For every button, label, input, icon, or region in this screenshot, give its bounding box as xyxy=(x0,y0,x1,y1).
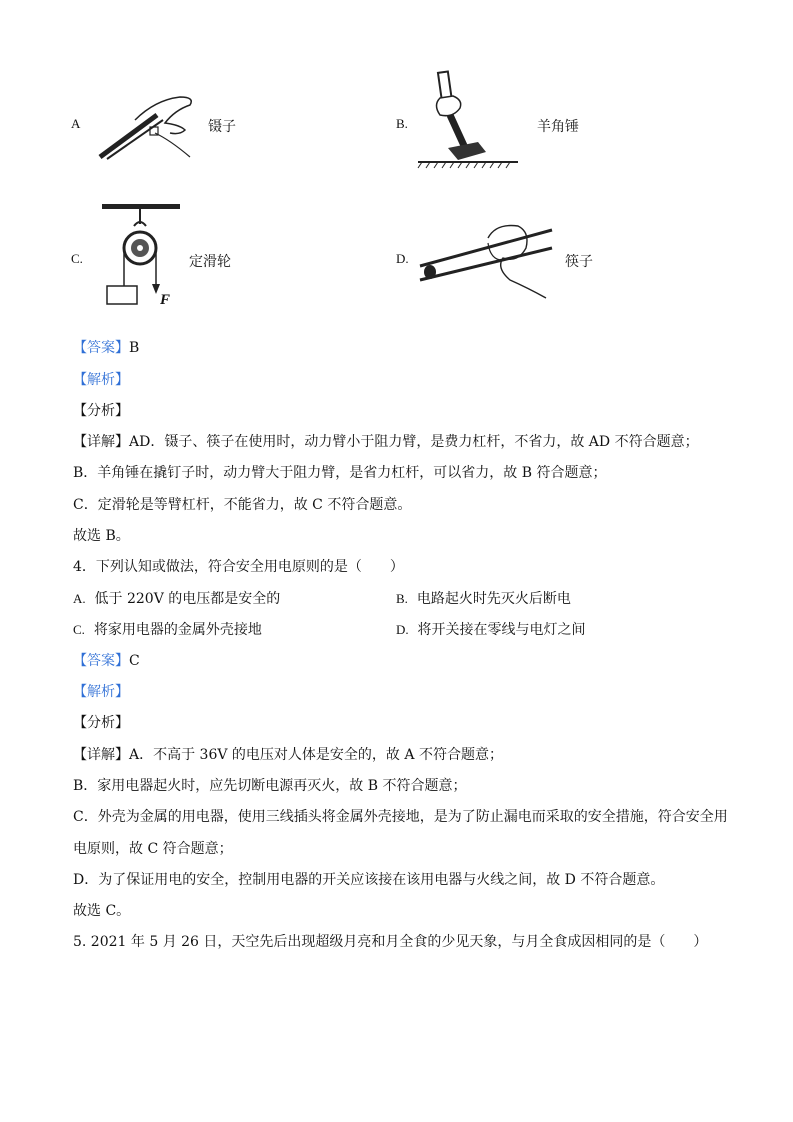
q4-analysis-tag: 【解析】 xyxy=(73,684,129,700)
q4-option-a: A. 低于 220V 的电压都是安全的 xyxy=(73,591,281,607)
q3-fenxi: 【分析】 xyxy=(73,403,129,419)
q4-option-c: C. 将家用电器的金属外壳接地 xyxy=(73,622,262,638)
q4-option-d: D. 将开关接在零线与电灯之间 xyxy=(396,622,586,638)
option-b-label: 羊角锤 xyxy=(537,119,579,135)
tweezers-illustration xyxy=(95,95,200,165)
q4-detail-line1: 【详解】A．不高于 36V 的电压对人体是安全的，故 A 不符合题意； xyxy=(73,747,503,763)
q4-detail-line3a: C．外壳为金属的用电器，使用三线插头将金属外壳接地，是为了防止漏电而采取的安全措施，符合安全用 xyxy=(73,809,728,825)
q4-stem: 4．下列认知或做法，符合安全用电原则的是（ ） xyxy=(73,559,404,575)
q4-answer xyxy=(73,652,140,670)
chopsticks-illustration xyxy=(418,218,558,303)
answer-tag: 【答案】 xyxy=(73,653,129,669)
option-b-letter: B. xyxy=(396,116,408,131)
q5-stem: 5. 2021 年 5 月 26 日，天空先后出现超级月亮和月全食的少见天象，与月全食成因相同的是（ ） xyxy=(73,934,708,950)
q4-option-b: B. 电路起火时先灭火后断电 xyxy=(396,591,571,607)
answer-tag: 【答案】 xyxy=(73,340,129,356)
option-a-letter: A xyxy=(71,116,81,131)
q4-detail-line3b: 电原则，故 C 符合题意； xyxy=(73,841,233,857)
q3-analysis-tag: 【解析】 xyxy=(73,372,129,388)
answer-value: B xyxy=(129,340,140,356)
q4-conclusion: 故选 C。 xyxy=(73,903,131,919)
q3-conclusion: 故选 B。 xyxy=(73,528,130,544)
q3-answer xyxy=(73,339,139,357)
fixed-pulley-illustration xyxy=(100,204,185,309)
claw-hammer-illustration xyxy=(418,70,518,175)
answer-value: C xyxy=(129,653,140,669)
option-c-label: 定滑轮 xyxy=(189,254,231,270)
option-a-label: 镊子 xyxy=(208,119,236,135)
q3-detail-line3: C．定滑轮是等臂杠杆，不能省力，故 C 不符合题意。 xyxy=(73,497,412,513)
q4-detail-line4: D．为了保证用电的安全，控制用电器的开关应该接在该用电器与火线之间，故 D 不符合题意。 xyxy=(73,872,665,888)
option-d-letter: D. xyxy=(396,251,409,266)
force-label: F xyxy=(160,292,171,308)
q4-fenxi: 【分析】 xyxy=(73,715,129,731)
q3-detail-line1: 【详解】AD．镊子、筷子在使用时，动力臂小于阻力臂，是费力杠杆，不省力，故 AD 不符合题意； xyxy=(73,434,699,450)
option-c-letter: C. xyxy=(71,251,83,266)
q4-detail-line2: B．家用电器起火时，应先切断电源再灭火，故 B 不符合题意； xyxy=(73,778,467,794)
option-d-label: 筷子 xyxy=(565,254,593,270)
q3-detail-line2: B．羊角锤在撬钉子时，动力臂大于阻力臂，是省力杠杆，可以省力，故 B 符合题意； xyxy=(73,465,607,481)
